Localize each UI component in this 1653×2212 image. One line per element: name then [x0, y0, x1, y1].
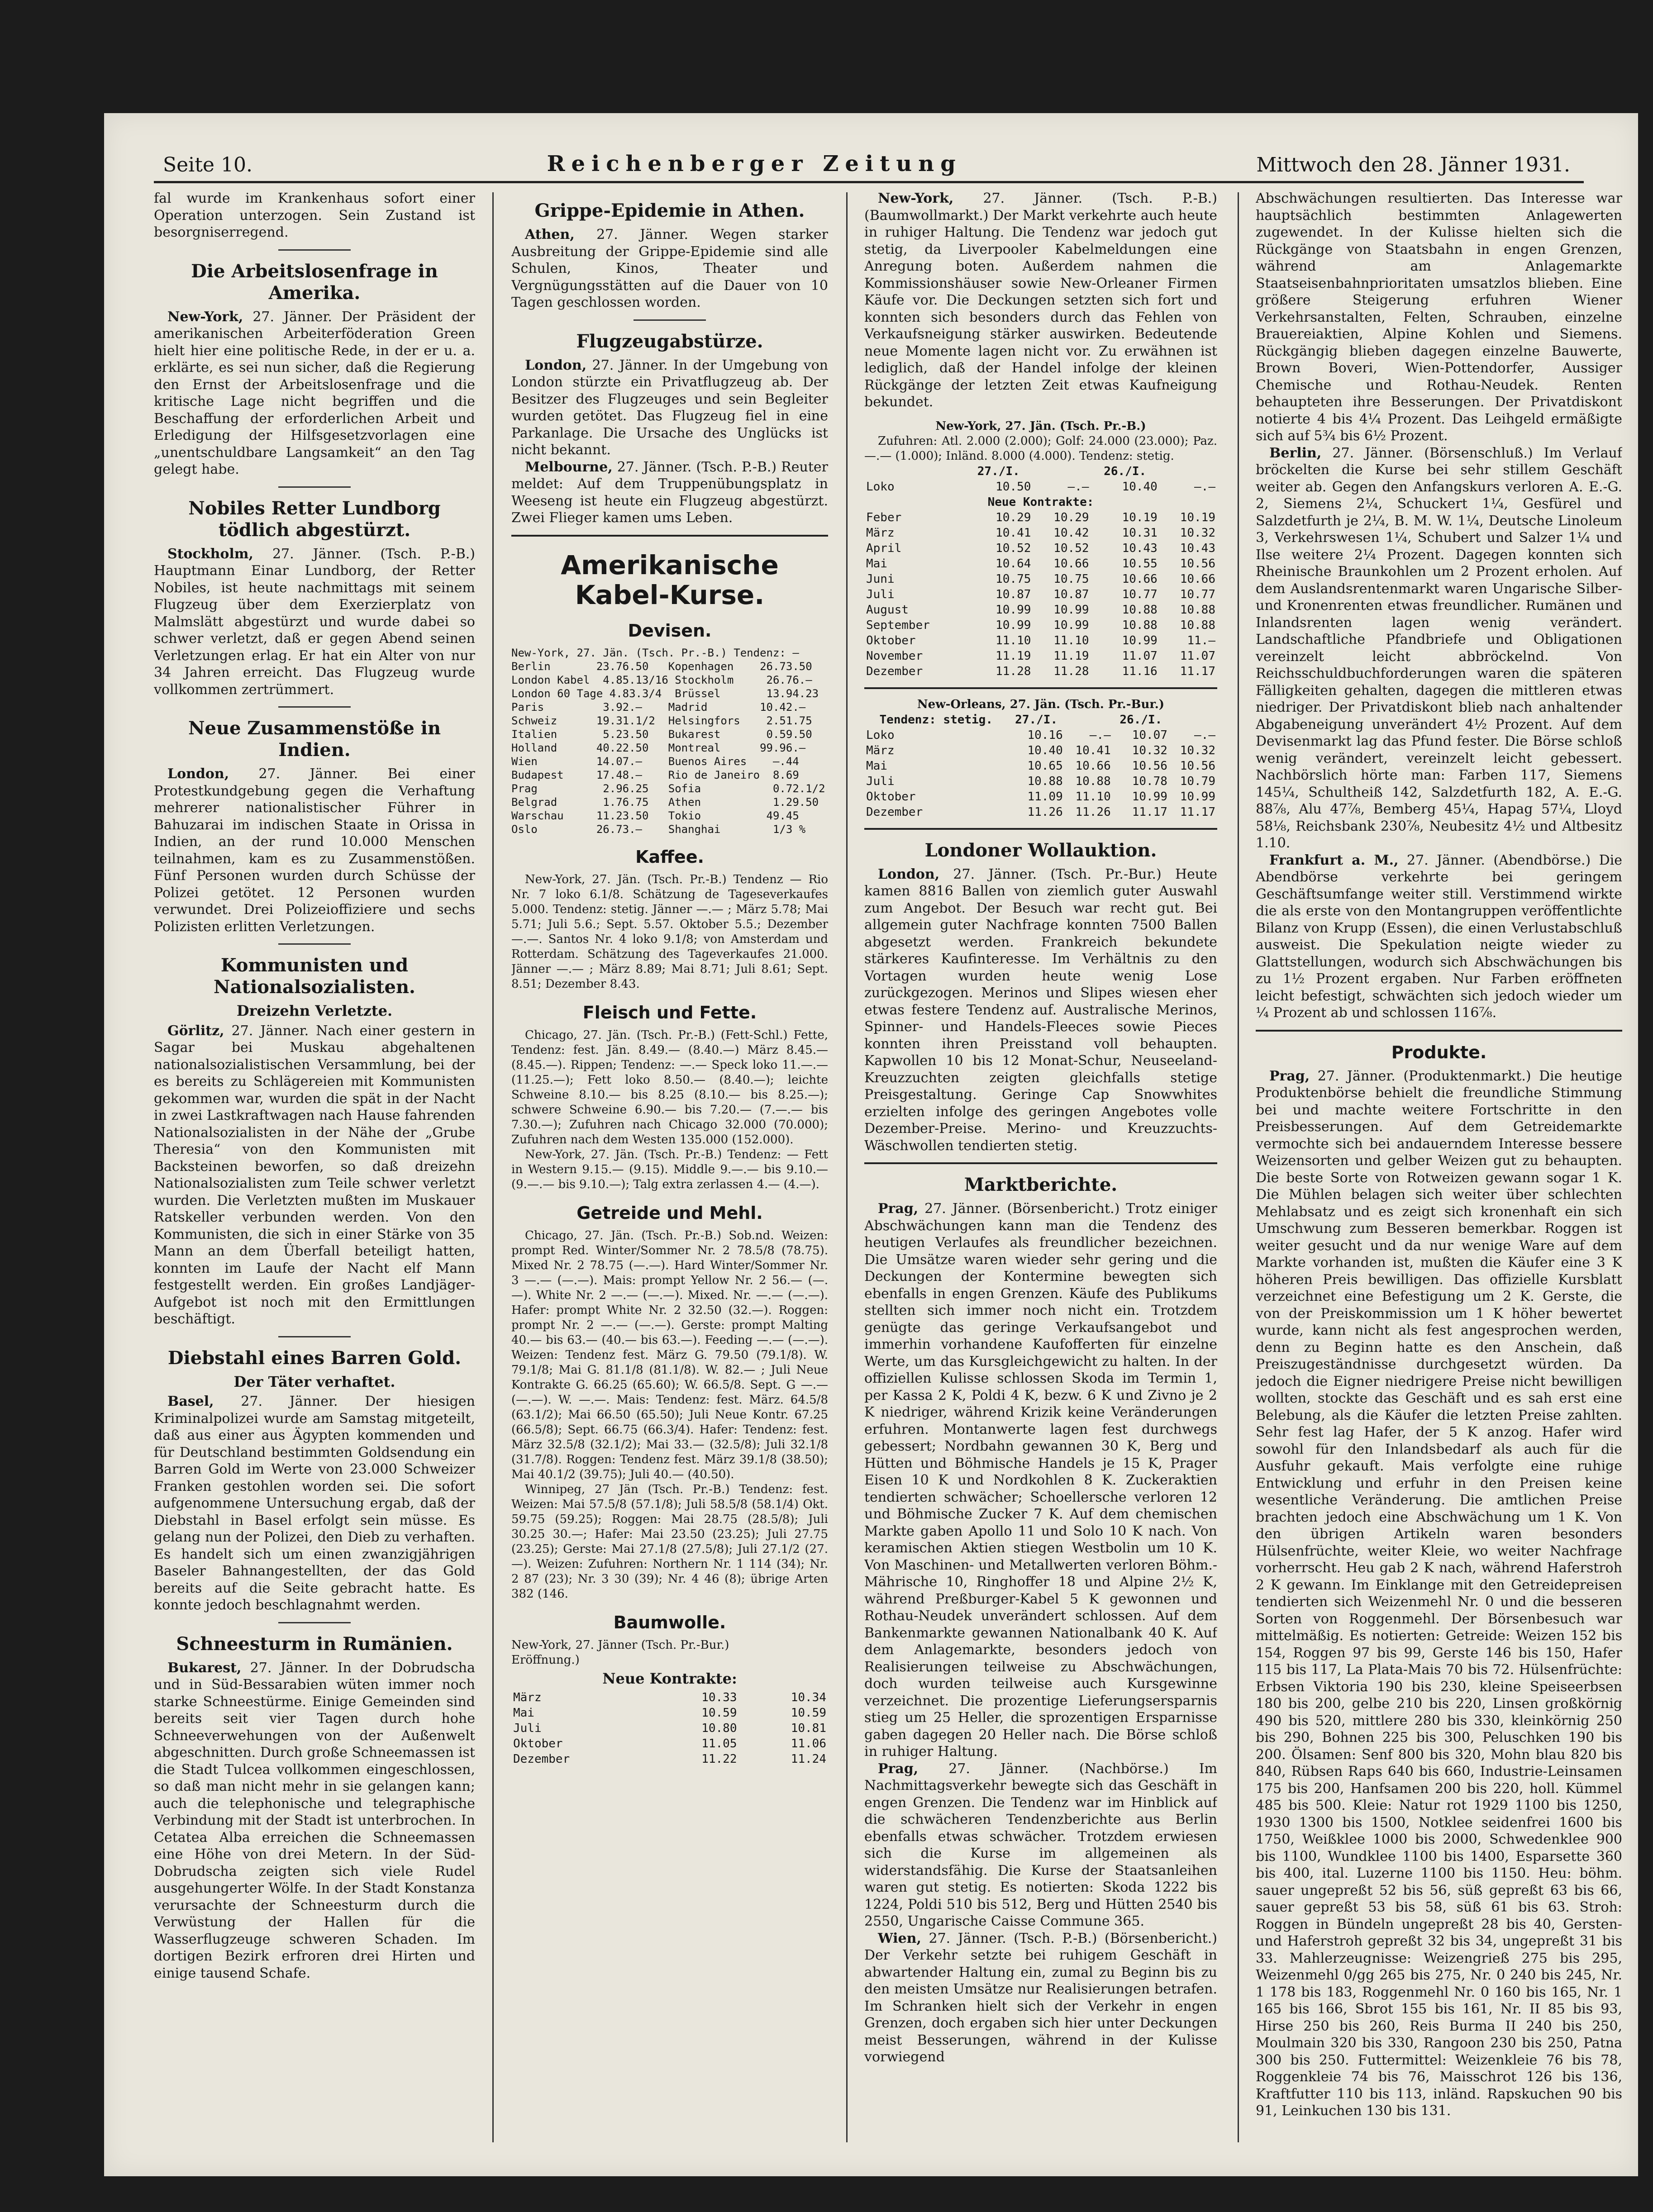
table-row — [864, 510, 1217, 525]
table-cell: 27./I. — [977, 464, 1020, 478]
section-rule — [864, 687, 1217, 689]
newspaper-page — [104, 113, 1638, 2176]
article-body: London, 27. Jänner. Bei einer Protestkundgebung gegen die Verhaftung mehrerer nationalistischer Führer in Bahuzarai im indischen Staate in Orissa in Indien, an der rund 10.000 Menschen teilnahmen, kam es zu Zusammenstößen. Fünf Personen wurden durch Schüsse der Polizei getötet. 12 Personen wurden verwundet. Drei Polizeioffiziere und sechs Polizisten erlitten Verletzungen. — [154, 766, 475, 935]
contracts-label: Neue Kontrakte: — [602, 1670, 737, 1687]
table-cell: März — [513, 1691, 542, 1704]
table-cell: 10.32 — [1180, 526, 1215, 540]
article-body: Basel, 27. Jänner. Der hiesigen Kriminalpolizei wurde am Samstag mitgeteilt, daß aus einer aus Ägypten kommenden und für Deutschland bestimmten Goldsendung ein Barren Gold im Werte von 23.000 Schweizer Franken gestohlen worden sei. Die sofort aufgenommene Untersuchung ergab, daß der Diebstahl in Basel erfolgt sein müsse. Es gelang nun der Polizei, den Dieb zu verhaften. Es handelt sich um einen zwanzigjährigen Baseler Bahnangestellten, der das Gold bereits auf die Seite gebracht hatte. Es konnte jedoch beschlagnahmt werden. — [154, 1394, 475, 1613]
table-cell: 10.29 — [1053, 510, 1089, 524]
table-cell: 10.40 — [1027, 743, 1063, 757]
table-cell: November — [866, 649, 923, 663]
article-body: Wien, 27. Jänner. (Tsch. P.-B.) (Börsenbericht.) Der Verkehr setzte bei ruhigem Geschäft in abwartender Haltung ein, zumal zu Beginn bis zu den meisten Umsätze nur Realisierungen betrafen. Im Schranken hielt sich der Verkehr in engen Grenzen, doch ergaben sich hier unter Deckungen meist Besserungen, während in der Kulisse vorwiegend — [864, 1930, 1217, 2065]
headline: Londoner Wollauktion. — [924, 839, 1157, 861]
table-cell: Tendenz: stetig. — [879, 713, 993, 727]
table-label: Neue Kontrakte: — [987, 495, 1094, 509]
table-cell: 10.88 — [1122, 618, 1158, 632]
table-cell — [1169, 712, 1217, 728]
article-body: Prag, 27. Jänner. (Nachbörse.) Im Nachmittagsverkehr bewegte sich das Geschäft in engen Grenzen. Die Tendenz war im Hinblick auf die schwächeren Tendenzberichte aus Berlin ebenfalls etwas schwächer. Trotzdem erwiesen sich die Kurse im allgemeinen als widerstandsfähig. Die Kurse der Staatsanleihen waren gut stetig. Es notierten: Skoda 1222 bis 1224, Poldi 510 bis 512, Berg und Hütten 2540 bis 2550, Ungarische Caisse Commune 365. — [864, 1760, 1217, 1929]
table-cell: —.— — [1067, 480, 1089, 494]
table-cell: 10.88 — [1180, 618, 1215, 632]
table-cell: 10.19 — [1180, 510, 1215, 524]
article-continuation: fal wurde im Krankenhaus sofort einer Operation unterzogen. Sein Zustand ist besorgniserregend. — [154, 190, 475, 240]
table-cell: September — [866, 618, 930, 632]
table-cell: 10.66 — [1075, 759, 1111, 773]
table-cell: 11.26 — [1027, 805, 1063, 819]
article-continuation: Abschwächungen resultierten. Das Interesse war hauptsächlich bestimmten Anlagewerten zugewendet. In der Kulisse hielten sich die Rückgänge von Staatsbahn in engen Grenzen, während am Anlagemarkte Staatseisenbahnprioritaten umsatzlos blieben. Eine größere Steigerung erfuhren Wiener Verkehrsanstalten, Felten, Schrauben, einzelne Brauereiaktien, Alpine Kohlen und Siemens. Rückgängig blieben dagegen einzelne Bauwerte, Brown Boveri, Wien-Pottendorfer, Aussiger Chemische und Rothau-Neudek. Renten behaupteten ihre Besserungen. Der Privatdiskont notierte 4 bis 4¼ Prozent. Das Leihgeld ermäßigte sich auf 5¾ bis 6½ Prozent. — [1256, 190, 1622, 444]
masthead-rule — [154, 181, 1584, 183]
article-body: Stockholm, 27. Jänner. (Tsch. P.-B.) Hauptmann Einar Lundborg, der Retter Nobiles, ist heute nachmittags mit seinem Flugzeug über dem Exerzierplatz von Malmslätt abgestürzt und wurde dabei so schwer verletzt, daß er gegen Abend seinen Verletzungen erlag. Er hat ein Alter von nur 34 Jahren erreicht. Das Flugzeug wurde vollkommen zertrümmert. — [154, 546, 475, 698]
table-cell: 10.55 — [1122, 557, 1158, 571]
table-cell: 10.66 — [1180, 572, 1215, 586]
headline: Die Arbeitslosenfrage in Amerika. — [191, 260, 438, 304]
currency-quotes: New-York, 27. Jän. (Tsch. Pr.-B.) Tendenz: — Berlin 23.76.50 Kopenhagen 26.73.50 London Kabel 4.85.13/16 Stockholm 26.76.— London 60 Tage 4.83.3/4 Brüssel 13.94.23 Paris 3.92.— Madrid 10.42.— Schweiz 19.31.1/2 Helsingfors 2.51.75 Italien 5.23.50 Bukarest 0.59.50 Holland 40.22.50 Montreal 99.96.— Wien 14.07.— Buenos Aires —.44 Budapest 17.48.— Rio de Janeiro 8.69 Prag 2.96.25 Sofia 0.72.1/2 Belgrad 1.76.75 Athen 1.29.50 Warschau 11.23.50 Tokio 49.45 Oslo 26.73.— Shanghai 1/3 % — [511, 646, 825, 836]
table-cell: 11.— — [1187, 633, 1215, 647]
table-cell: 10.88 — [1180, 603, 1215, 617]
section-title: Produkte. — [1391, 1042, 1487, 1062]
table-cell: 10.64 — [996, 557, 1031, 571]
article-body: London, 27. Jänner. (Tsch. Pr.-Bur.) Heute kamen 8816 Ballen von ziemlich guter Auswahl zum Angebot. Der Besuch war recht gut. Bei allgemein guter Nachfrage konnten 7500 Ballen abgesetzt werden. Frankreich bekundete stärkeres Kaufinteresse. Im Verhältnis zu den Vortagen wurden heute wenig Lose zurückgezogen. Merinos und Slipes wiesen eher etwas festere Tendenz auf. Australische Merinos, Spinner- und Handels-Fleeces sowie Pieces konnten ihren Preisstand voll behaupten. Kapwollen 10 bis 12 Monat-Schur, Neuseeland-Kreuzzuchten zeigten gleichfalls stetige Preisgestaltung. Geringe Cap Snowwhites erzielten infolge des geringen Angebotes volle Dezember-Preise. Merino- und Kreuzzuchts-Wäschwollen tendierten stetig. — [864, 866, 1217, 1154]
table-cell: März — [866, 526, 895, 540]
table-cell: 11.07 — [1122, 649, 1158, 663]
article-body: London, 27. Jänner. In der Umgebung von London stürzte ein Privatflugzeug ab. Der Besitzer des Flugzeuges und sein Begleiter wurden getötet. Das Flugzeug fiel in eine Parkanlage. Die Ursache des Unglücks ist nicht bekannt. — [511, 357, 828, 458]
section-rule — [1256, 1030, 1622, 1032]
headline: Diebstahl eines Barren Gold. — [167, 1347, 462, 1369]
table-cell: 10.80 — [701, 1722, 737, 1735]
table-cell: 11.28 — [1053, 664, 1089, 678]
table-cell: Loko — [866, 728, 895, 742]
market-report: Winnipeg, 27 Jän (Tsch. Pr.-B.) Tendenz: fest. Weizen: Mai 57.5/8 (57.1/8); Juli 58.5/8 (58.1/4) Okt. 59.75 (59.25); Roggen: Mai 28.75 (28.5/8); Juli 30.25 30.—; Hafer: Mai 23.50 (23.25); Juli 27.75 (23.25); Gerste: Mai 27.1/8 (27.5/8); Juli 27.1/2 (27.—). Weizen: Zufuhren: Northern Nr. 1 114 (34); Nr. 2 87 (23); Nr. 3 30 (39); Nr. 4 46 (8); übrige Arten 382 (146. — [511, 1482, 828, 1601]
table-cell: Juli — [866, 587, 895, 601]
section-rule — [864, 828, 1217, 830]
headline: Grippe-Epidemie in Athen. — [534, 200, 805, 221]
table-row — [511, 1721, 828, 1736]
table-subheader — [864, 495, 1217, 510]
quote-header: New-York, 27. Jänner (Tsch. Pr.-Bur.) — [511, 1638, 729, 1652]
table-cell: 10.87 — [996, 587, 1031, 601]
table-cell: 10.65 — [1027, 759, 1063, 773]
quote-header: New-York, 27. Jän. (Tsch. Pr.-B.) — [935, 419, 1146, 433]
table-cell: 10.41 — [996, 526, 1031, 540]
table-cell: 10.34 — [791, 1691, 826, 1704]
table-cell: —.— — [1194, 728, 1215, 742]
subheadline: Der Täter verhaftet. — [233, 1373, 395, 1390]
table-cell: 11.26 — [1075, 805, 1111, 819]
table-cell: 11.19 — [996, 649, 1031, 663]
table-row — [511, 1736, 828, 1751]
table-cell: 10.43 — [1180, 541, 1215, 555]
market-report: New-York, 27. Jän. (Tsch. Pr.-B.) Tendenz: — Fett in Western 9.15.— (9.15). Middle 9.—.— bis 9.10.— (9.—.— bis 9.10.—); Talg extra zerlassen 4.— (4.—). — [511, 1147, 828, 1191]
market-report: Chicago, 27. Jän. (Tsch. Pr.-B.) (Fett-Schl.) Fette, Tendenz: fest. Jän. 8.49.— (8.40.—) März 8.45.— (8.45.—). Rippen; Tendenz: —.— Speck loko 11.—.— (11.25.—); Fett loko 8.50.— (8.40.—); leichte Schweine 8.10.— bis 8.25 (8.10.— bis 8.25.—); schwere Schweine 6.90.— bis 7.20.— (7.—.— bis 7.30.—); Zufuhren nach Chicago 32.000 (70.000); Zufuhren nach dem Westen 135.000 (152.000). — [511, 1028, 828, 1146]
table-cell: 10.16 — [1027, 728, 1063, 742]
section-rule — [864, 1162, 1217, 1164]
table-cell: 10.99 — [1132, 790, 1167, 804]
newyork-cotton-table — [864, 464, 1217, 679]
table-cell: 10.32 — [1180, 743, 1215, 757]
table-cell: 10.99 — [1053, 603, 1089, 617]
section-rule — [511, 535, 828, 537]
table-row — [864, 571, 1217, 587]
table-cell: Juli — [513, 1722, 542, 1735]
table-cell: —.— — [1194, 480, 1215, 494]
table-cell: Dezember — [866, 664, 923, 678]
market-report: New-York, 27. Jän. (Tsch. Pr.-B.) Tendenz — Rio Nr. 7 loko 6.1/8. Schätzung de Tageseverkaufes 5.000. Tendenz: stetig. Jänner —.— ; März 5.78; Mai 5.71; Juli 5.6.; Sept. 5.57. Oktober 5.5.; Dezember —.—. Santos Nr. 4 loko 9.1/8; von Amsterdam und Rotterdam. Schätzung des Tageverkaufes 21.000. Jänner —.— ; März 8.89; Mai 8.71; Juli 8.61; Sept. 8.51; Dezember 8.43. — [511, 872, 828, 991]
table-cell: 11.28 — [996, 664, 1031, 678]
article-body: Prag, 27. Jänner. (Produktenmarkt.) Die heutige Produktenbörse behielt die freundliche Stimmung bei und machte weitere Fortschritte in den Preisbesserungen. Auf dem Getreidemarkte vermochte sich bei andauerndem Interesse bessere Weizensorten und gelber Weizen gut zu behaupten. Die beste Sorte von Rotweizen gewann sogar 1 K. Die Mühlen belagen sich weiter über schlechten Mehlabsatz und es zeigt sich kronenhaft ein sich Umschwung zum Besseren bemerkbar. Roggen ist weiter gesucht und da nur wenige Ware auf dem Markte vorhanden ist, mußten die Käufer eine 3 K höheren Preis bewilligen. Das offizielle Kursblatt verzeichnet eine Befestigung um 2 K. Gerste, die von der Preiskommission um 1 K höher bewertet wurde, kann nicht als fest angesprochen werden, denn zu Beginn hatte es den Anschein, daß Preiszugeständnisse durchgesetzt würden. Da jedoch die Eigner niedrigere Preise nicht bewilligen wollten, stockte das Geschäft und es sah erst eine Belebung, als die Käufer die letzten Preise zahlten. Sehr fest lag Hafer, der 5 K anzog. Hafer wird sowohl für den Inlandsbedarf als auch für die Ausfuhr gekauft. Mais verfolgte eine ruhige Entwicklung und erfuhr in den Preisen keine wesentliche Veränderung. Die amtlichen Preise brachten jedoch eine Abschwächung um 1 K. Von den übrigen Artikeln waren besonders Hülsenfrüchte, weiter Kleie, wo weiter Nachfrage vorherrscht. Heu gab 2 K nach, während Haferstroh 2 K gewann. Im Einklange mit den Getreidepreisen tendierten sich Weizenmehl Nr. 0 und die besseren Sorten von Roggenmehl. Der Börsenbesuch war mittelmäßig. Es notierten: Getreide: Weizen 152 bis 154, Roggen 97 bis 99, Gerste 146 bis 150, Hafer 115 bis 117, La Plata-Mais 70 bis 72. Hülsenfrüchte: Erbsen Viktoria 190 bis 230, kleine Speiseerbsen 180 bis 200, gelbe 210 bis 220, Linsen großkörnig 490 bis 520, mittlere 280 bis 330, kleinkörnig 250 bis 290, Bohnen 225 bis 300, Peluschken 190 bis 200. Ölsamen: Senf 800 bis 320, Mohn blau 820 bis 840, Rübsen Raps 640 bis 660, Industrie-Leinsamen 175 bis 200, Hanfsamen 200 bis 220, holl. Kümmel 485 bis 500. Kleie: Natur rot 1929 1100 bis 1250, 1930 1300 bis 1500, Notklee seidenfrei 1600 bis 1750, Weißklee 1000 bis 2000, Schwedenklee 900 bis 1100, Wundklee 1100 bis 1400, Esparsette 360 bis 400, ital. Luzerne 1100 bis 1150. Heu: böhm. sauer ungepreßt 52 bis 56, süß gepreßt 63 bis 66, sauer gepreßt 53 bis 58, süß 61 bis 63. Stroh: Roggen in Bündeln ungepreßt 28 bis 40, Gersten- und Haferstroh gepreßt 32 bis 34, ungepreßt 31 bis 33. Mahlerzeugnisse: Weizengrieß 275 bis 295, Weizenmehl 0/gg 265 bis 275, Nr. 0 240 bis 245, Nr. 1 178 bis 183, Roggenmehl Nr. 0 160 bis 165, Nr. 1 165 bis 166, Sbrot 155 bis 161, Nr. II 85 bis 93, Hirse 250 bis 260, Reis Burma II 240 bis 250, Moulmain 320 bis 330, Rangoon 230 bis 250, Patna 300 bis 250. Futtermittel: Weizenkleie 76 bis 78, Roggenkleie 74 bis 76, Maisschrot 126 bis 136, Kraftfutter 110 bis 113, inländ. Rapskuchen 90 bis 91, Leinkuchen 130 bis 131. — [1256, 1068, 1622, 2119]
table-cell: 10.43 — [1122, 541, 1158, 555]
table-cell: 10.52 — [1053, 541, 1089, 555]
table-cell: 11.10 — [1075, 790, 1111, 804]
article-body: Frankfurt a. M., 27. Jänner. (Abendbörse.) Die Abendbörse verkehrte bei geringem Geschäftsumfange weiter still. Verstimmend wirkte die als erste von den Montangruppen veröffentlichte Bilanz von Krupp (Essen), die einen Verlustabschluß ausweist. Die Spekulation neigte wieder zu Glattstellungen, wodurch sich Abschwächungen bis zu 1½ Prozent ergaben. Nur Farben eröffneten leicht befestigt, schwächten sich jedoch wieder um ¼ Prozent ab und schlossen 116⅞. — [1256, 852, 1622, 1021]
table-row — [864, 587, 1217, 602]
table-cell: 11.17 — [1180, 664, 1215, 678]
article-body: New-York, 27. Jänner. Der Präsident der amerikanischen Arbeiterföderation Green hielt hier eine politische Rede, in der er u. a. erklärte, es sei nun sicher, daß die Regierung den Ernst der Arbeitslosenfrage und die kritische Lage nicht begriffen und die Beschaffung der erforderlichen Arbeit und Erledigung der Hilfsgesetzvorlagen eine „unentschuldbare Langsamkeit“ an den Tag gelegt habe. — [154, 309, 475, 477]
quote-subheader: Eröffnung.) — [511, 1653, 580, 1667]
table-cell: 10.29 — [996, 510, 1031, 524]
column-2 — [511, 190, 828, 2149]
article-body: Görlitz, 27. Jänner. Nach einer gestern in Sagar bei Muskau abgehaltenen nationalsozialistischen Versammlung, bei der es bereits zu Schlägereien mit Kommunisten gekommen war, wurden die spät in der Nacht in zwei Lastkraftwagen nach Hause fahrenden Nationalsozialisten in der Nähe der „Grube Theresia“ von den Kommunisten mit Backsteinen beworfen, so daß dreizehn Nationalsozialisten zum Teile schwer verletzt wurden. Die Verletzten mußten im Muskauer Ratskeller verbunden werden. Von den Kommunisten, die sich in einer Stärke von 35 Mann an dem Überfall beteiligt hatten, konnten im Laufe der Nacht elf Mann festgestellt werden. Ein großes Landjäger-Aufgebot ist noch mit den Ermittlungen beschäftigt. — [154, 1023, 475, 1327]
table-cell: Mai — [866, 557, 887, 571]
table-cell: 26./I. — [1104, 464, 1147, 478]
headline: Marktberichte. — [964, 1174, 1118, 1195]
headline: Schneesturm in Rumänien. — [176, 1633, 453, 1655]
table-cell: 10.33 — [701, 1691, 737, 1704]
table-header — [864, 712, 1217, 728]
headline: Flugzeugabstürze. — [576, 330, 763, 352]
table-cell: Oktober — [513, 1737, 563, 1751]
table-cell: 27./I. — [1015, 713, 1058, 727]
article-body: Prag, 27. Jänner. (Börsenbericht.) Trotz einiger Abschwächungen kann man die Tendenz des heutigen Verlaufes als freundlicher bezeichnen. Die Umsätze waren wieder sehr gering und die Deckungen der Kontermine bewegten sich ebenfalls in engen Grenzen. Käufe des Publikums stellten sich immer noch nicht ein. Trotzdem genügte das geringe Verkaufsangebot und immerhin vorhandene Kaufofferten für einzelne Werte, um das Kursgleichgewicht zu halten. In der offiziellen Kulisse schlossen Skoda im Termin 1, per Kassa 2 K, Poldi 4 K, bezw. 6 K und Zivno je 2 K niedriger, während Krizik keine Veränderungen erfuhren. Montanwerte lagen fest durchwegs gebessert; Nordbahn gewannen 30 K, Berg und Hütten und Böhmische Handels je 15 K, Prager Eisen 10 K und Nordkohlen 8 K. Zuckeraktien tendierten schwächer; Schoellersche verloren 12 und Böhmische Zucker 7 K. Auf dem chemischen Markte gaben Apollo 11 und Solo 10 K nach. Von keramischen Aktien stiegen Westbolin um 10 K. Von Maschinen- und Metallwerten verloren Böhm.-Mährische 10, Ringhoffer 18 und Alpine 2½ K, während Preßburger-Kabel 5 K gewonnen und Rothau-Neudek unverändert schlossen. Auf dem Bankenmarkte gewannen Nationalbank 40 K. Auf dem Anlagemarkte, besonders jedoch von Realisierungen teilweise zu Abschwächungen, doch wurden teilweise auch Kursgewinne verzeichnet. Die prozentige Lieferungsersparnis stieg um 25 Heller, die sprozentigen Ersparnisse gaben dagegen 20 Heller nach. Die Börse schloß in ruhiger Haltung. — [864, 1201, 1217, 1760]
separator — [634, 319, 706, 321]
table-cell: 11.16 — [1122, 664, 1158, 678]
table-cell: 11.22 — [701, 1752, 737, 1766]
table-row — [864, 804, 1217, 820]
neworleans-cotton-table — [864, 712, 1217, 820]
article-body: Berlin, 27. Jänner. (Börsenschluß.) Im Verlauf bröckelten die Kurse bei sehr stillem Geschäft weiter ab. Gegen den Anfangskurs verloren A. E.-G. 2, Siemens 2¼, Schuckert 1¼, Gesfürel und Salzdetfurth je 2¼, B. M. W. 1¼, Deutsche Linoleum 3, Verkehrswesen 1¼, Schubert und Salzer 1¼ und Ilse weitere 2¼ Prozent. Dagegen konnten sich Rheinische Braunkohlen um 2 Prozent erholen. Auf dem Auslandsrentenmarkt waren Ungarische Silber- und Kronenrenten etwas freundlicher. Rumänen und Inlandsrenten lagen wenig verändert. Landschaftliche Pfandbriefe und Obligationen vereinzelt leicht abbröckelnd. Von Reichsschuldbuchforderungen waren die späteren Fälligkeiten gehalten, dagegen die mittleren etwas niedriger. Der Privatdiskont blieb nach anhaltender Abgabeneigung unverändert 4½ Prozent. Auf dem Devisenmarkt lag das Pfund fester. Die Börse schloß wenig verändert, vereinzelt leicht gebessert. Nachbörslich hörte man: Farben 117, Siemens 145¼, Schultheiß 142, Salzdetfurth 182, A. E.-G. 88⅞, Alu 47⅞, Bemberg 45¼, Hapag 57¼, Lloyd 58⅛, Reichsbank 230⅞, Neubesitz 4½ und Altbesitz 1.10. — [1256, 445, 1622, 851]
table-cell: 10.52 — [996, 541, 1031, 555]
section-subtitle: Devisen. — [628, 620, 712, 641]
table-row — [864, 618, 1217, 633]
table-header — [864, 464, 1217, 479]
article-body: New-York, 27. Jänner. (Tsch. P.-B.) (Baumwollmarkt.) Der Markt verkehrte auch heute in ruhiger Haltung. Die Tendenz war jedoch gut stetig, da Liverpooler Kabelmeldungen eine Anregung boten. Außerdem nahmen die Kommissionshäuser sowie New-Orleaner Firmen Käufe vor. Die Deckungen setzten sich fort und konnten sich besonders durch das Fehlen von Verkaufsneigung stärker auswirken. Bedeutende neue Momente lagen nicht vor. Zu erwähnen ist lediglich, daß der Handel infolge der kleinen Rückgänge der letzten Zeit etwas Kaufneigung bekundet. — [864, 190, 1217, 410]
table-cell: 11.06 — [791, 1737, 826, 1751]
table-row — [864, 743, 1217, 758]
newspaper-title: Reichenberger Zeitung — [547, 151, 962, 176]
table-cell: 26./I. — [1119, 713, 1162, 727]
table-row — [864, 789, 1217, 804]
column-divider — [1238, 192, 1239, 2142]
article-body: Melbourne, 27. Jänner. (Tsch. P.-B.) Reuter meldet: Auf dem Truppenübungsplatz in Weeseng ist heute ein Flugzeug abgestürzt. Zwei Flieger kamen ums Leben. — [511, 459, 828, 526]
table-row — [864, 758, 1217, 774]
table-row — [864, 479, 1217, 495]
table-cell: 10.99 — [1180, 790, 1215, 804]
table-cell: Loko — [866, 480, 895, 494]
table-cell: 10.77 — [1122, 587, 1158, 601]
table-cell: 11.05 — [701, 1737, 737, 1751]
table-cell: 10.88 — [1075, 774, 1111, 788]
table-row — [864, 648, 1217, 664]
quote-notes: Zufuhren: Atl. 2.000 (2.000); Golf: 24.000 (23.000); Paz. —.— (1.000); Inländ. 8.000 (4.000). Tendenz: stetig. — [864, 434, 1217, 463]
table-row — [511, 1705, 828, 1721]
table-cell: —.— — [1089, 728, 1111, 742]
issue-date: Mittwoch den 28. Jänner 1931. — [1256, 153, 1570, 176]
table-cell: 11.24 — [791, 1752, 826, 1766]
table-cell: April — [866, 541, 902, 555]
table-cell: 10.56 — [1180, 557, 1215, 571]
headline: Neue Zusammenstöße in Indien. — [188, 718, 441, 761]
table-row — [864, 774, 1217, 789]
separator — [278, 943, 351, 945]
table-cell: 10.79 — [1180, 774, 1215, 788]
table-cell: 10.78 — [1132, 774, 1167, 788]
table-cell: 10.19 — [1122, 510, 1158, 524]
section-title: Kaffee. — [635, 847, 704, 867]
table-cell: 10.99 — [1053, 618, 1089, 632]
table-cell: 10.99 — [1122, 633, 1158, 647]
table-cell: 10.59 — [701, 1706, 737, 1720]
table-row — [864, 602, 1217, 618]
column-divider — [492, 192, 494, 2142]
table-row — [864, 664, 1217, 679]
table-cell: 10.41 — [1075, 743, 1111, 757]
table-cell: 10.32 — [1132, 743, 1167, 757]
table-row — [864, 525, 1217, 541]
table-cell — [864, 464, 964, 479]
table-row — [511, 1690, 828, 1705]
table-row — [864, 728, 1217, 743]
table-cell: 11.10 — [996, 633, 1031, 647]
masthead — [163, 145, 1570, 176]
table-cell: Feber — [866, 510, 902, 524]
table-cell: Dezember — [866, 805, 923, 819]
table-cell: 10.42 — [1053, 526, 1089, 540]
table-cell: 10.56 — [1180, 759, 1215, 773]
table-cell: 11.10 — [1053, 633, 1089, 647]
quote-header: New-Orleans, 27. Jän. (Tsch. Pr.-Bur.) — [917, 697, 1165, 711]
section-title: Baumwolle. — [613, 1612, 726, 1632]
table-cell: Dezember — [513, 1752, 570, 1766]
table-cell: 11.19 — [1053, 649, 1089, 663]
table-row — [864, 556, 1217, 571]
cotton-quotes-table — [511, 1690, 828, 1767]
table-cell: 11.09 — [1027, 790, 1063, 804]
section-title: Fleisch und Fette. — [582, 1002, 757, 1023]
separator — [278, 486, 351, 488]
table-cell: Mai — [866, 759, 887, 773]
column-1 — [154, 190, 475, 2149]
table-cell: 10.66 — [1122, 572, 1158, 586]
table-cell: August — [866, 603, 909, 617]
table-cell — [1065, 712, 1113, 728]
table-cell: 10.56 — [1132, 759, 1167, 773]
headline: Nobiles Retter Lundborg tödlich abgestürzt. — [188, 497, 441, 541]
table-cell: 10.88 — [1122, 603, 1158, 617]
table-cell: 10.87 — [1053, 587, 1089, 601]
column-4 — [1256, 190, 1622, 2149]
table-row — [511, 1751, 828, 1767]
headline: Kommunisten und Nationalsozialisten. — [214, 955, 415, 998]
separator — [278, 706, 351, 708]
table-cell: 11.17 — [1180, 805, 1215, 819]
table-cell: 10.77 — [1180, 587, 1215, 601]
column-divider — [846, 192, 848, 2142]
table-cell: 10.75 — [996, 572, 1031, 586]
table-cell — [1033, 464, 1091, 479]
table-cell: Oktober — [866, 633, 916, 647]
table-cell: Mai — [513, 1706, 534, 1720]
separator — [278, 1336, 351, 1337]
table-cell: 10.75 — [1053, 572, 1089, 586]
table-row — [864, 541, 1217, 556]
table-cell: 10.50 — [996, 480, 1031, 494]
table-cell — [1159, 464, 1217, 479]
table-cell: 11.17 — [1132, 805, 1167, 819]
table-cell: 10.81 — [791, 1722, 826, 1735]
market-report: Chicago, 27. Jän. (Tsch. Pr.-B.) Sob.nd. Weizen: prompt Red. Winter/Sommer Nr. 2 78.5/8 (78.75). Mixed Nr. 2 78.75 (—.—). Hard Winter/Sommer Nr. 3 —.— (—.—). Mais: prompt Yellow Nr. 2 56.— (—.—). White Nr. 2 —.— (—.—). Mixed. Nr. —.— (—.—). Hafer: prompt White Nr. 2 32.50 (32.—). Roggen: prompt Nr. 2 —.— (—.—). Gerste: prompt Malting 40.— bis 63.— (40.— bis 63.—). Feeding —.— (—.—). Weizen: Tendenz fest. März G. 79.50 (79.1/8). W. 79.1/8; Mai G. 81.1/8 (81.1/8). W. 82.— ; Juli Neue Kontrakte G. 66.25 (65.60); W. 66.5/8. Sept. G —.— (—.—). W. —.—. Mais: Tendenz: fest. März. 64.5/8 (63.1/2); Mai 66.50 (65.50); Juli Neue Kontr. 67.25 (66.5/8); Sept. 66.75 (66.3/4). Hafer: Tendenz: fest. März 32.5/8 (32.1/2); Mai 33.— (32.5/8); Juli 32.1/8 (31.7/8). Roggen: Tendenz fest. März 39.1/8 (38.50); Mai 40.1/2 (39.75); Juli 40.— (40.50). — [511, 1228, 828, 1481]
table-cell: Juli — [866, 774, 895, 788]
article-body: Athen, 27. Jänner. Wegen starker Ausbreitung der Grippe-Epidemie sind alle Schulen, Kinos, Theater und Vergnügungsstätten auf die Dauer von 10 Tagen geschlossen worden. — [511, 227, 828, 310]
table-row — [864, 633, 1217, 648]
section-title: Amerikanische Kabel-Kurse. — [561, 549, 779, 610]
table-cell: Juni — [866, 572, 895, 586]
table-cell: 10.59 — [791, 1706, 826, 1720]
section-title: Getreide und Mehl. — [576, 1203, 763, 1223]
table-cell: 10.99 — [996, 618, 1031, 632]
article-body: Bukarest, 27. Jänner. In der Dobrudscha und in Süd-Bessarabien wüten immer noch starke Schneestürme. Einige Gemeinden sind bereits seit vier Tagen durch hohe Schneeverwehungen von der Außenwelt abgeschnitten. Durch große Schneemassen ist die Stadt Tulcea vollkommen eingeschlossen, so daß man nicht mehr in sie gelangen kann; auch die telephonische und telegraphische Verbindung mit der Stadt ist unterbrochen. In Cetatea Alba erreichen die Schneemassen eine Höhe von drei Metern. In der Süd-Dobrudscha zeigten sich viele Rudel ausgehungerter Wölfe. In der Stadt Konstanza verursachte der Schneesturm durch die Verwüstung der Hallen für die Wasserflugzeuge schweren Schaden. Im dortigen Bezirk erfroren drei Hirten und einige tausend Schafe. — [154, 1660, 475, 1981]
table-cell: 10.66 — [1053, 557, 1089, 571]
separator — [278, 249, 351, 251]
table-cell: 10.07 — [1132, 728, 1167, 742]
subheadline: Dreizehn Verletzte. — [236, 1002, 393, 1019]
table-cell: 10.40 — [1122, 480, 1158, 494]
table-cell: Oktober — [866, 790, 916, 804]
column-3 — [864, 190, 1217, 2149]
table-cell: März — [866, 743, 895, 757]
table-cell: 10.31 — [1122, 526, 1158, 540]
table-cell: 10.88 — [1027, 774, 1063, 788]
table-cell: 11.07 — [1180, 649, 1215, 663]
page-number: Seite 10. — [163, 153, 252, 176]
table-cell: 10.99 — [996, 603, 1031, 617]
separator — [278, 1622, 351, 1623]
